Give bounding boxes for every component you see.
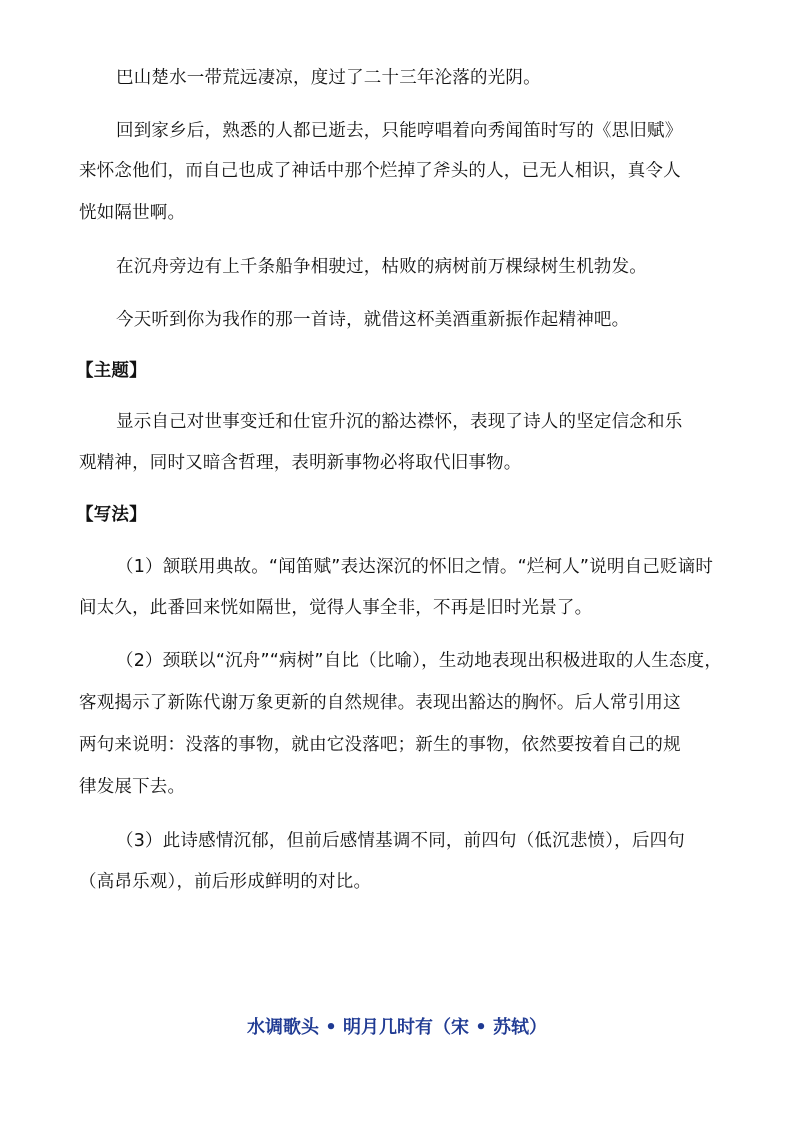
next-poem-title: 水调歌头 • 明月几时有（宋 • 苏轼）	[246, 1017, 548, 1038]
technique-item-3-line-2: （高昂乐观），前后形成鲜明的对比。	[79, 872, 372, 892]
technique-item-2-line-4: 律发展下去。	[79, 777, 186, 797]
technique-item-2-line-1: （2）颈联以“沉舟”“病树”自比（比喻），生动地表现出积极进取的人生态度，	[116, 651, 723, 671]
translation-paragraph-2-line-1: 回到家乡后，熟悉的人都已逝去，只能哼唱着向秀闻笛时写的《思旧赋》	[116, 121, 683, 141]
theme-heading: 【主题】	[76, 361, 147, 381]
theme-line-2: 观精神，同时又暗含哲理，表明新事物必将取代旧事物。	[79, 453, 522, 473]
technique-item-1-line-2: 间太久，此番回来恍如隔世，觉得人事全非，不再是旧时光景了。	[79, 598, 593, 618]
technique-item-2-line-2: 客观揭示了新陈代谢万象更新的自然规律。表现出豁达的胸怀。后人常引用这	[79, 693, 681, 713]
technique-heading: 【写法】	[76, 505, 147, 525]
technique-item-3-line-1: （3）此诗感情沉郁，但前后感情基调不同，前四句（低沉悲愤），后四句	[116, 831, 685, 851]
translation-paragraph-2-line-3: 恍如隔世啊。	[79, 203, 186, 223]
translation-paragraph-1: 巴山楚水一带荒远凄凉，度过了二十三年沦落的光阴。	[116, 68, 541, 88]
translation-paragraph-3: 在沉舟旁边有上千条船争相驶过，枯败的病树前万棵绿树生机勃发。	[116, 257, 647, 277]
translation-paragraph-2-line-2: 来怀念他们，而自己也成了神话中那个烂掉了斧头的人，已无人相识，真令人	[79, 161, 681, 181]
technique-item-2-line-3: 两句来说明：没落的事物，就由它没落吧；新生的事物，依然要按着自己的规	[79, 735, 681, 755]
theme-line-1: 显示自己对世事变迁和仕宦升沉的豁达襟怀，表现了诗人的坚定信念和乐	[116, 412, 683, 432]
translation-paragraph-4: 今天听到你为我作的那一首诗，就借这杯美酒重新振作起精神吧。	[116, 310, 630, 330]
technique-item-1-line-1: （1）颔联用典故。“闻笛赋”表达深沉的怀旧之情。“烂柯人”说明自己贬谪时	[116, 557, 714, 577]
